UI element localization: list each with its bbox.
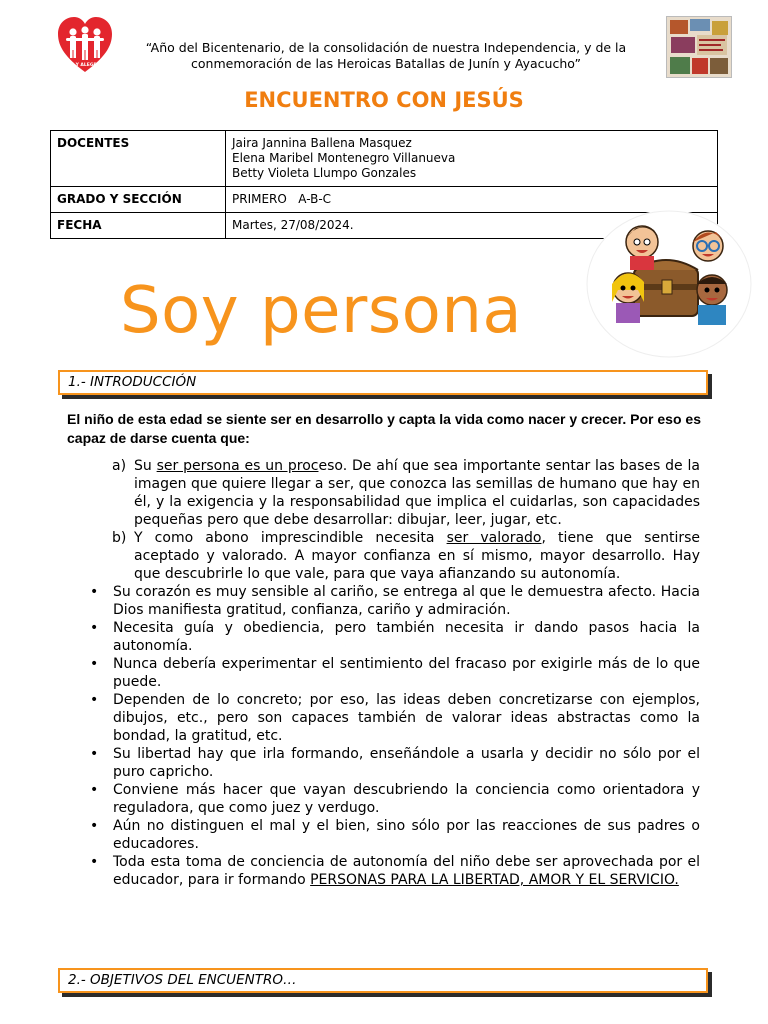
header-quote xyxy=(125,40,647,72)
list-text: Nunca debería experimentar el sentimiento del fracaso por exigirle más de lo que puede. xyxy=(113,656,700,690)
list-item xyxy=(0,781,768,817)
list-text: Aún no distinguen el mal y el bien, sino sólo por las reacciones de sus padres o educadores. xyxy=(113,818,700,852)
teacher-name: Jaira Jannina Ballena Masquez xyxy=(232,136,412,150)
section-header-label: 2.- OBJETIVOS DEL ENCUENTRO… xyxy=(68,972,297,988)
bullet-marker: • xyxy=(90,656,99,672)
kids-treasure-illustration xyxy=(586,210,752,358)
list-item xyxy=(0,457,768,529)
list-text: , tiene que sentirse aceptado y valorado. A mayor confianza en sí mismo, mayor desarrollo. Hay que descubrirle lo que vale, para que vaya afianzando su autonomía. xyxy=(134,530,700,582)
bullet-marker: • xyxy=(90,854,99,870)
section-header-label: 1.- INTRODUCCIÓN xyxy=(68,374,197,390)
date-value: Martes, 27/08/2024. xyxy=(232,218,354,232)
list-text: Y como abono imprescindible necesita xyxy=(134,530,447,546)
school-logo xyxy=(56,14,114,76)
list-text: Conviene más hacer que vayan descubriendo la conciencia como orientadora y reguladora, que como juez y verdugo. xyxy=(113,782,700,816)
list-item xyxy=(0,745,768,781)
teacher-name: Elena Maribel Montenegro Villanueva xyxy=(232,151,456,165)
content-list xyxy=(0,457,768,889)
list-text: Necesita guía y obediencia, pero también necesita ir dando pasos hacia la autonomía. xyxy=(113,620,700,654)
underlined-text: PERSONAS PARA LA LIBERTAD, AMOR Y EL SERVICIO. xyxy=(310,872,679,888)
list-item xyxy=(0,691,768,745)
list-text: eso. De ahí que sea importante sentar las bases de la imagen que quiere llegar a ser, que conozca las semillas de humano que hay en él, y la exigencia y la responsabilidad que implica el cuidarlas, son capacidades pequeñas pero que debe desarrollar: dibujar, leer, jugar, etc. xyxy=(134,458,700,528)
underlined-text: ser valorado xyxy=(446,530,542,546)
bullet-marker: • xyxy=(90,818,99,834)
list-text: Su corazón es muy sensible al cariño, se entrega al que le demuestra afecto. Hacia Dios manifiesta gratitud, confianza, cariño y admiración. xyxy=(113,584,700,618)
table-key-grado: GRADO Y SECCIÓN xyxy=(51,187,226,213)
heart-children-logo-icon xyxy=(56,14,114,76)
list-text: Dependen de lo concreto; por eso, las ideas deben concretizarse con ejemplos, dibujos, etc., pero son capaces también de valorar ideas abstractas como la bondad, la gratitud, etc. xyxy=(113,692,700,744)
list-text: Su libertad hay que irla formando, enseñándole a usarla y decidir no sólo por el puro capricho. xyxy=(113,746,700,780)
bullet-marker: • xyxy=(90,620,99,636)
bullet-marker: • xyxy=(90,584,99,600)
list-item xyxy=(0,853,768,889)
list-marker: b) xyxy=(112,530,127,546)
bullet-marker: • xyxy=(90,692,99,708)
table-key-fecha: FECHA xyxy=(51,213,226,239)
lesson-title: Soy persona xyxy=(120,274,523,348)
table-value-grado xyxy=(226,187,718,213)
list-item xyxy=(0,529,768,583)
list-item xyxy=(0,817,768,853)
list-item xyxy=(0,583,768,619)
list-marker: a) xyxy=(112,458,127,474)
table-row xyxy=(51,131,718,187)
table-key-docentes: DOCENTES xyxy=(51,131,226,187)
section-header-introduccion xyxy=(58,370,708,395)
header-collage-image xyxy=(666,16,732,78)
page-title: ENCUENTRO CON JESÚS xyxy=(244,88,524,112)
logo-text: FE Y ALEGRÍA xyxy=(67,63,103,68)
intro-paragraph: El niño de esta edad se siente ser en desarrollo y capta la vida como nacer y crecer. Por eso es capaz de darse cuenta que: xyxy=(67,411,701,446)
list-text: Toda esta toma de conciencia de autonomía del niño debe ser aprovechada por el educador, para ir formando xyxy=(113,854,700,888)
grade-value: PRIMERO A-B-C xyxy=(232,192,332,206)
list-item xyxy=(0,619,768,655)
teacher-name: Betty Violeta Llumpo Gonzales xyxy=(232,166,417,180)
header-quote-line2: conmemoración de las Heroicas Batallas de Junín y Ayacucho” xyxy=(191,56,581,71)
bullet-marker: • xyxy=(90,782,99,798)
section-header-objetivos xyxy=(58,968,708,993)
table-row xyxy=(51,187,718,213)
header-quote-line1: “Año del Bicentenario, de la consolidación de nuestra Independencia, y de la xyxy=(145,40,627,55)
underlined-text: ser persona es un proc xyxy=(156,458,319,474)
list-text: Su xyxy=(134,458,157,474)
table-value-docentes xyxy=(226,131,718,187)
list-item xyxy=(0,655,768,691)
bullet-marker: • xyxy=(90,746,99,762)
